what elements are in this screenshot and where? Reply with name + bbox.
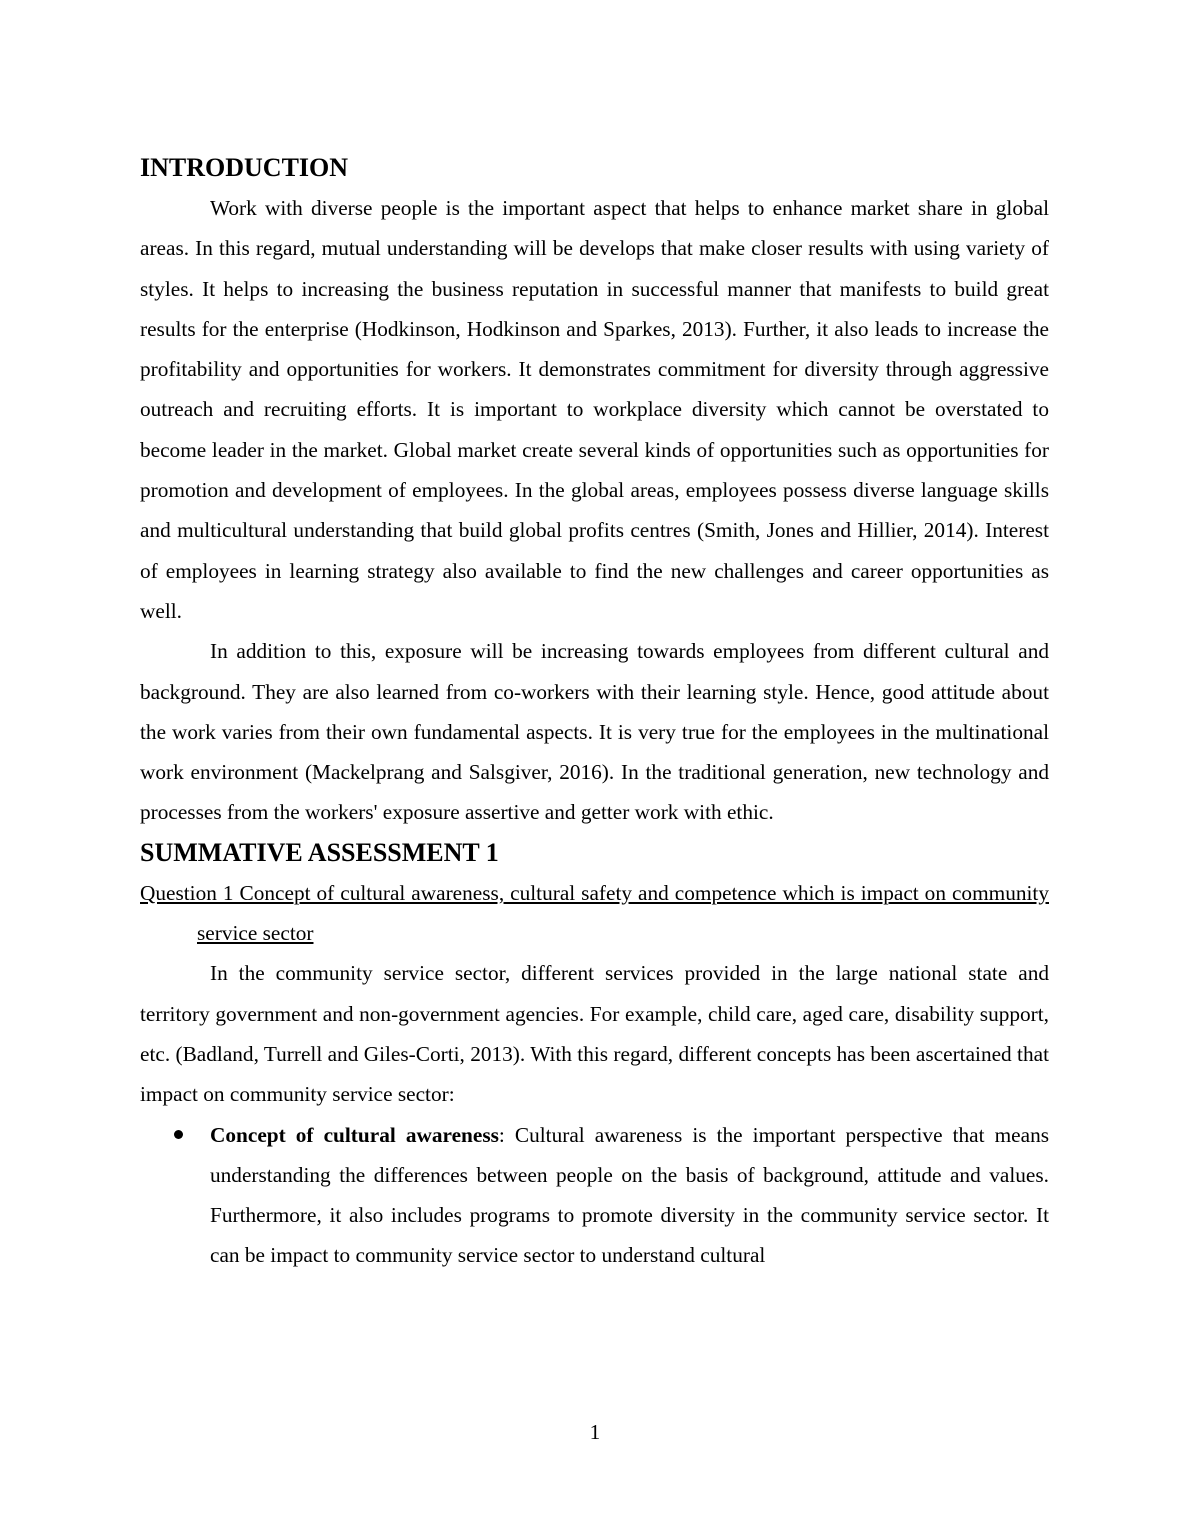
document-page [140,148,1049,1276]
question-1-heading: Question 1 Concept of cultural awareness, cultural safety and competence which is impact on community service sector [140,880,1049,946]
introduction-heading: INTRODUCTION [140,153,349,182]
summative-paragraph: In the community service sector, different services provided in the large national state and territory government and non-government agencies. For example, child care, aged care, disability support, etc. (Badland, Turrell and Giles-Corti, 2013). With this regard, different concepts has been ascertained that impact on community service sector: [140,961,1049,1107]
bullet-icon [174,1130,183,1139]
bullet-item-cultural-awareness [140,1115,1049,1276]
concept-bullet-list [140,1115,1049,1276]
introduction-paragraph-2: In addition to this, exposure will be increasing towards employees from different cultural and background. They are also learned from co-workers with their learning style. Hence, good attitude about the work varies from their own fundamental aspects. It is very true for the employees in the multinational work environment (Mackelprang and Salsgiver, 2016). In the traditional generation, new technology and processes from the workers' exposure assertive and getter work with ethic. [140,639,1049,825]
bullet-term: Concept of cultural awareness [210,1122,499,1147]
bullet-text: : Cultural awareness is the important perspective that means understanding the differences between people on the basis of background, attitude and values. Furthermore, it also includes programs to promote diversity in the community service sector. It can be impact to community service sector to understand cultural [210,1122,1050,1268]
page-number: 1 [589,1420,601,1444]
summative-assessment-heading: SUMMATIVE ASSESSMENT 1 [140,837,499,867]
introduction-paragraph-1: Work with diverse people is the important aspect that helps to enhance market share in global areas. In this regard, mutual understanding will be develops that make closer results with using variety of styles. It helps to increasing the business reputation in successful manner that manifests to build great results for the enterprise (Hodkinson, Hodkinson and Sparkes, 2013). Further, it also leads to increase the profitability and opportunities for workers. It demonstrates commitment for diversity through aggressive outreach and recruiting efforts. It is important to workplace diversity which cannot be overstated to become leader in the market. Global market create several kinds of opportunities such as opportunities for promotion and development of employees. In the global areas, employees possess diverse language skills and multicultural understanding that build global profits centres (Smith, Jones and Hillier, 2014). Interest of employees in learning strategy also available to find the new challenges and career opportunities as well. [140,196,1049,623]
